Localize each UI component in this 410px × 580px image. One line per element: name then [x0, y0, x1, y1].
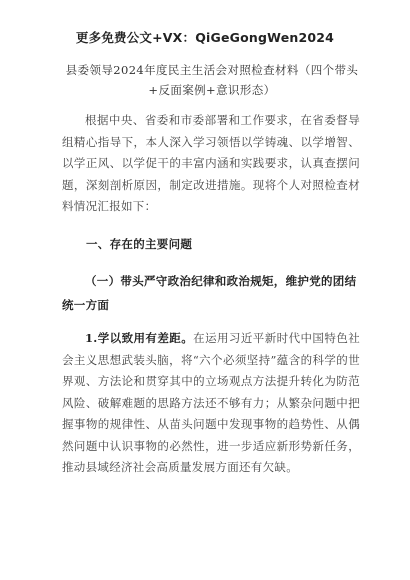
item-1-lead-in: 1.学以致用有差距。: [85, 331, 194, 345]
section-heading-problems: 一、存在的主要问题: [86, 237, 193, 251]
intro-paragraph: 根据中央、省委和市委部署和工作要求，在省委督导组精心指导下，本人深入学习领悟以学铸魂、以学增智、以学正风、以学促干的丰富内涵和实践要求，认真查摆问题，深刻剖析原因，制定改进措施。现将个人对照检查材料情况汇报如下：: [62, 113, 360, 213]
subsection-heading-political-discipline: （一）带头严守政治纪律和政治规矩，维护党的团结统一方面: [62, 274, 357, 312]
item-1-text: 在运用习近平新时代中国特色社会主义思想武装头脑，将“六个必须坚持”蕴含的科学的世界观、方法论和贯穿其中的立场观点方法提升转化为防范风险、破解难题的思路方法还不够有力；从繁杂问题中把握事物的规律性、从苗头问题中发现事物的趋势性、从偶然问题中认识事物的必然性，进一步适应新形势新任务，推动县域经济社会高质量发展方面还有欠缺。: [62, 331, 360, 474]
document-title: 县委领导2024年度民主生活会对照检查材料（四个带头+反面案例+意识形态）: [65, 63, 359, 97]
body-paragraph-item-1: [62, 328, 360, 479]
header-watermark-text: 更多免费公文+VX：QiGeGongWen2024: [75, 30, 335, 45]
